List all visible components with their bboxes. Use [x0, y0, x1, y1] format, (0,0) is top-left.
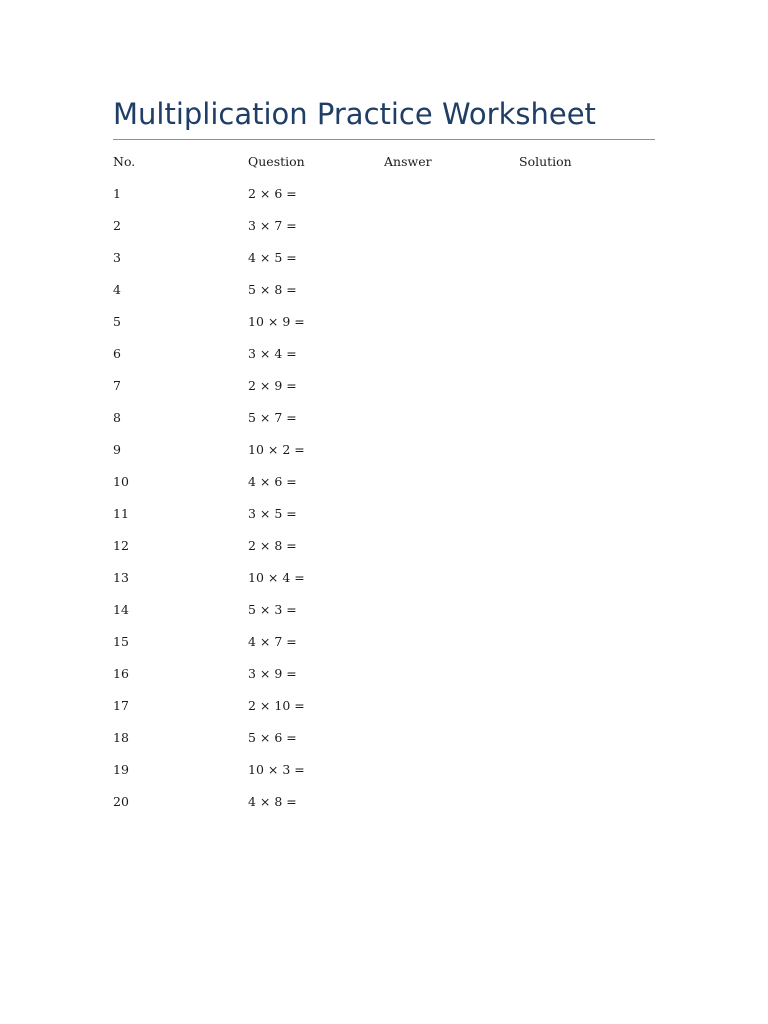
row-number: 16	[113, 666, 129, 681]
solution-cell[interactable]	[519, 664, 655, 696]
answer-cell[interactable]	[384, 408, 519, 440]
table-row	[113, 440, 655, 472]
page-title: Multiplication Practice Worksheet	[113, 97, 596, 131]
question-cell: 3 × 7 =	[248, 218, 297, 233]
row-number: 1	[113, 186, 121, 201]
row-number: 5	[113, 314, 121, 329]
header-no: No.	[113, 154, 136, 169]
solution-cell[interactable]	[519, 760, 655, 792]
table-row	[113, 792, 655, 824]
row-number: 18	[113, 730, 129, 745]
answer-cell[interactable]	[384, 536, 519, 568]
table-row	[113, 664, 655, 696]
answer-cell[interactable]	[384, 472, 519, 504]
table-row	[113, 376, 655, 408]
solution-cell[interactable]	[519, 216, 655, 248]
table-row	[113, 408, 655, 440]
table-row	[113, 568, 655, 600]
table-row	[113, 504, 655, 536]
row-number: 4	[113, 282, 121, 297]
row-number: 9	[113, 442, 121, 457]
answer-cell[interactable]	[384, 344, 519, 376]
title-divider	[113, 139, 655, 140]
solution-cell[interactable]	[519, 312, 655, 344]
worksheet-table	[113, 152, 655, 824]
table-row	[113, 184, 655, 216]
question-cell: 2 × 8 =	[248, 538, 297, 553]
row-number: 2	[113, 218, 121, 233]
question-cell: 2 × 6 =	[248, 186, 297, 201]
solution-cell[interactable]	[519, 536, 655, 568]
question-cell: 10 × 2 =	[248, 442, 305, 457]
table-row	[113, 472, 655, 504]
table-row	[113, 216, 655, 248]
solution-cell[interactable]	[519, 568, 655, 600]
answer-cell[interactable]	[384, 632, 519, 664]
question-cell: 5 × 8 =	[248, 282, 297, 297]
answer-cell[interactable]	[384, 184, 519, 216]
question-cell: 5 × 7 =	[248, 410, 297, 425]
answer-cell[interactable]	[384, 312, 519, 344]
solution-cell[interactable]	[519, 632, 655, 664]
solution-cell[interactable]	[519, 696, 655, 728]
row-number: 20	[113, 794, 129, 809]
question-cell: 5 × 6 =	[248, 730, 297, 745]
question-cell: 10 × 9 =	[248, 314, 305, 329]
answer-cell[interactable]	[384, 376, 519, 408]
question-cell: 4 × 8 =	[248, 794, 297, 809]
answer-cell[interactable]	[384, 504, 519, 536]
answer-cell[interactable]	[384, 728, 519, 760]
table-body	[113, 184, 655, 824]
question-cell: 4 × 6 =	[248, 474, 297, 489]
solution-cell[interactable]	[519, 792, 655, 824]
row-number: 7	[113, 378, 121, 393]
row-number: 6	[113, 346, 121, 361]
answer-cell[interactable]	[384, 696, 519, 728]
question-cell: 5 × 3 =	[248, 602, 297, 617]
table-row	[113, 344, 655, 376]
row-number: 17	[113, 698, 129, 713]
solution-cell[interactable]	[519, 376, 655, 408]
solution-cell[interactable]	[519, 728, 655, 760]
answer-cell[interactable]	[384, 664, 519, 696]
row-number: 8	[113, 410, 121, 425]
solution-cell[interactable]	[519, 280, 655, 312]
table-row	[113, 728, 655, 760]
table-row	[113, 280, 655, 312]
row-number: 19	[113, 762, 129, 777]
row-number: 15	[113, 634, 129, 649]
answer-cell[interactable]	[384, 440, 519, 472]
table-header-row	[113, 152, 655, 184]
question-cell: 3 × 5 =	[248, 506, 297, 521]
solution-cell[interactable]	[519, 440, 655, 472]
solution-cell[interactable]	[519, 504, 655, 536]
header-question: Question	[248, 154, 305, 169]
table-row	[113, 312, 655, 344]
question-cell: 3 × 9 =	[248, 666, 297, 681]
question-cell: 4 × 7 =	[248, 634, 297, 649]
solution-cell[interactable]	[519, 408, 655, 440]
table-row	[113, 696, 655, 728]
answer-cell[interactable]	[384, 792, 519, 824]
question-cell: 10 × 4 =	[248, 570, 305, 585]
row-number: 11	[113, 506, 129, 521]
row-number: 13	[113, 570, 129, 585]
row-number: 14	[113, 602, 129, 617]
table-row	[113, 536, 655, 568]
question-cell: 10 × 3 =	[248, 762, 305, 777]
table-row	[113, 632, 655, 664]
row-number: 12	[113, 538, 129, 553]
question-cell: 3 × 4 =	[248, 346, 297, 361]
header-answer: Answer	[384, 154, 432, 169]
solution-cell[interactable]	[519, 248, 655, 280]
question-cell: 2 × 9 =	[248, 378, 297, 393]
row-number: 3	[113, 250, 121, 265]
question-cell: 4 × 5 =	[248, 250, 297, 265]
table-row	[113, 600, 655, 632]
solution-cell[interactable]	[519, 344, 655, 376]
header-solution: Solution	[519, 154, 572, 169]
answer-cell[interactable]	[384, 568, 519, 600]
solution-cell[interactable]	[519, 472, 655, 504]
question-cell: 2 × 10 =	[248, 698, 305, 713]
answer-cell[interactable]	[384, 280, 519, 312]
table-row	[113, 248, 655, 280]
answer-cell[interactable]	[384, 216, 519, 248]
solution-cell[interactable]	[519, 184, 655, 216]
table-row	[113, 760, 655, 792]
worksheet-page	[113, 94, 655, 824]
row-number: 10	[113, 474, 129, 489]
solution-cell[interactable]	[519, 600, 655, 632]
answer-cell[interactable]	[384, 600, 519, 632]
answer-cell[interactable]	[384, 760, 519, 792]
answer-cell[interactable]	[384, 248, 519, 280]
